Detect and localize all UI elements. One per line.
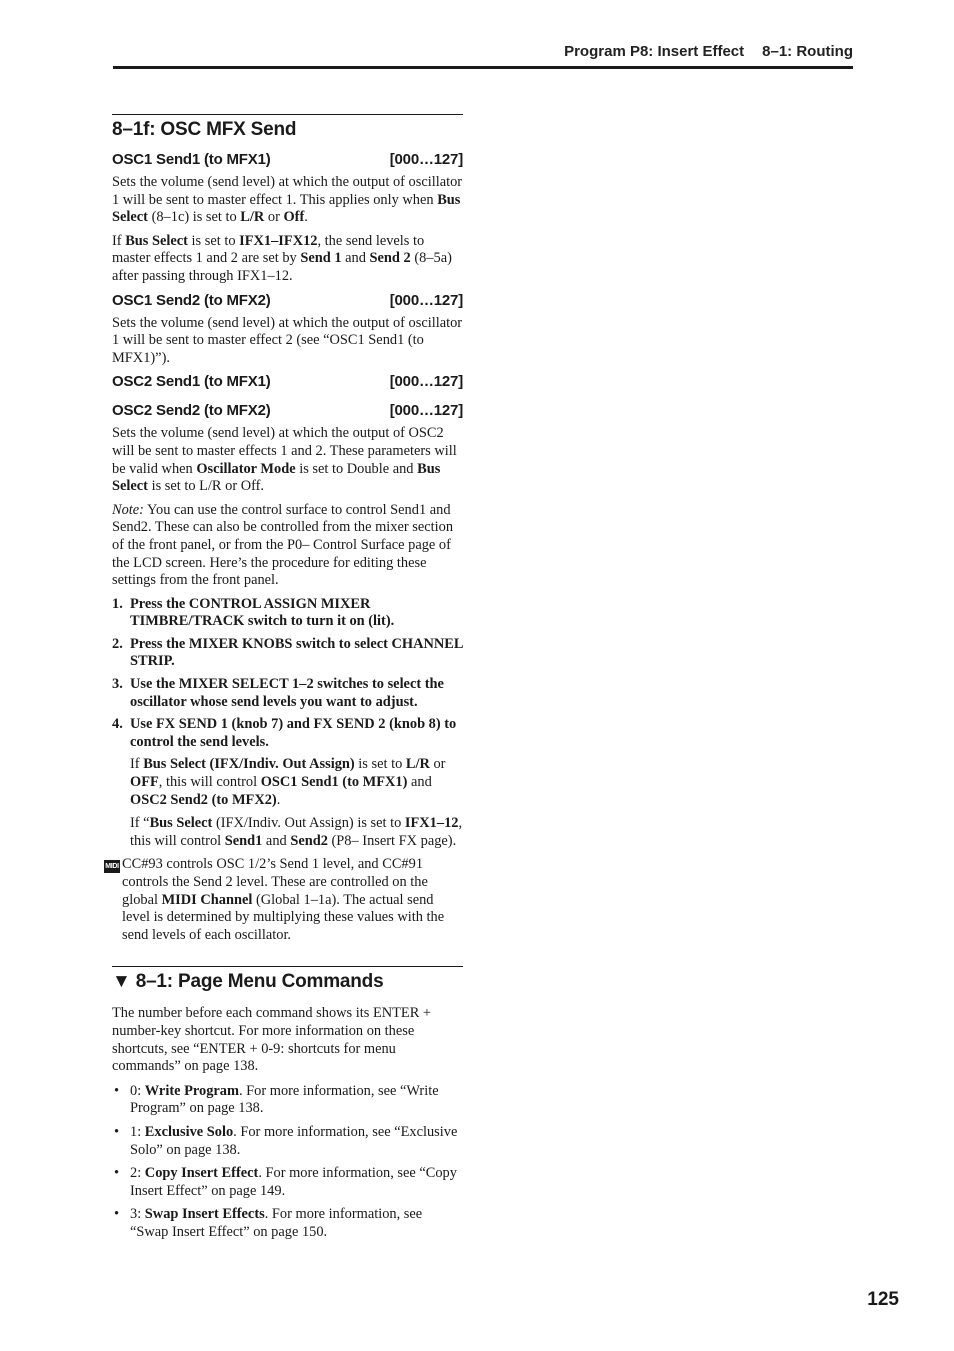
paragraph (112, 425, 463, 495)
command-key: 3: (130, 1206, 145, 1223)
param-name: OSC2 Send1 (to MFX1) (112, 373, 271, 391)
paragraph (112, 174, 463, 227)
paragraph: The number before each command shows its ENTER + number-key shortcut. For more information on these shortcuts, see “ENTER + 0-9: shortcuts for menu commands” on page 138. (112, 1005, 432, 1075)
midi-icon: MIDI (104, 860, 120, 873)
text-bold: OSC1 Send1 (to MFX1) (260, 774, 408, 791)
param-range: [000…127] (389, 291, 463, 309)
step-4 (112, 716, 463, 751)
text-bold: IFX1–12 (404, 815, 459, 832)
step-number: 3. (112, 676, 123, 693)
param-osc1-send1 (112, 151, 463, 168)
param-osc2-send2 (112, 402, 463, 419)
paragraph (130, 756, 463, 809)
text-run: Sets the volume (send level) at which the output of oscillator 1 will be sent to master effect 1. This applies only when (112, 174, 463, 208)
list-item (112, 1206, 463, 1241)
text-run: If (112, 232, 126, 249)
param-name: OSC1 Send1 (to MFX1) (112, 151, 271, 168)
text-bold: OSC2 Send2 (to MFX2) (130, 791, 277, 808)
text-bold: Bus Select (125, 232, 188, 249)
step-number: 2. (112, 635, 123, 652)
command-key: 1: (130, 1123, 145, 1140)
text-run: is set to L/R or Off. (147, 478, 265, 495)
section-heading-osc-mfx-send: 8–1f: OSC MFX Send (112, 119, 297, 140)
bullet-icon: • (114, 1123, 120, 1140)
heading-text: 8–1: Page Menu Commands (135, 971, 384, 993)
header-section: 8–1: Routing (762, 43, 853, 60)
triangle-marker-icon: ▼ (112, 971, 131, 993)
command-rest: . For more information, see “Exclusive Solo” on page 138. (130, 1123, 458, 1158)
text-bold: L/R (240, 209, 265, 226)
page-number: 125 (867, 1289, 899, 1310)
text-run: , the send levels to master effects 1 and 2 are set by (112, 232, 425, 267)
param-osc2-send1 (112, 373, 463, 390)
command-name: Copy Insert Effect (144, 1165, 259, 1182)
text-bold: Off (283, 209, 305, 226)
text-bold: Send 2 (369, 250, 411, 267)
text-bold: Send 1 (300, 250, 342, 267)
note-label: Note: (112, 501, 144, 518)
text-run: If (130, 756, 144, 773)
section-rule (112, 966, 463, 967)
param-range: [000…127] (389, 151, 463, 168)
midi-note (105, 856, 463, 944)
step-1 (112, 596, 463, 631)
text-run: (P8– Insert FX page). (327, 832, 457, 849)
text-run: (IFX/Indiv. Out Assign) is set to (212, 815, 405, 832)
list-item (112, 1124, 463, 1159)
step-number: 1. (112, 595, 123, 612)
param-osc1-send2 (112, 292, 463, 309)
text-bold: Oscillator Mode (196, 460, 296, 477)
text-run: Sets the volume (send level) at which the output of OSC2 will be sent to master effects 1 and 2. These parameters will be valid when (112, 425, 457, 477)
text-run: . (276, 791, 281, 808)
text-bold: L/R (405, 756, 430, 773)
midi-paragraph (122, 856, 463, 944)
text-bold: Bus Select (IFX/Indiv. Out Assign) (143, 756, 355, 773)
step-text: Use the MIXER SELECT 1–2 switches to select the oscillator whose send levels you want to adjust. (130, 676, 444, 710)
text-column (105, 114, 463, 1248)
text-run: (8–1c) is set to (147, 209, 241, 226)
bullet-icon: • (114, 1082, 120, 1099)
command-rest: . For more information, see “Copy Insert Effect” on page 149. (130, 1165, 457, 1199)
text-bold: Bus Select (112, 191, 461, 226)
header-rule (113, 66, 853, 69)
step-text: Press the MIXER KNOBS switch to select CHANNEL STRIP. (130, 635, 463, 670)
step-3 (112, 676, 463, 711)
text-run: or (264, 209, 284, 226)
section-rule (112, 114, 463, 115)
list-item (112, 1083, 463, 1118)
running-header (564, 43, 853, 60)
note-paragraph (112, 502, 463, 590)
text-run: is set to (187, 232, 240, 249)
bullet-icon: • (114, 1206, 120, 1223)
text-bold: Send1 (224, 832, 263, 849)
text-run: . (304, 209, 308, 226)
text-bold: Send2 (290, 832, 328, 849)
text-bold: Bus Select (112, 460, 441, 495)
command-rest: . For more information, see “Write Program” on page 138. (130, 1082, 439, 1117)
text-bold: MIDI Channel (161, 891, 253, 908)
command-name: Exclusive Solo (144, 1123, 234, 1140)
text-run: and (262, 832, 291, 849)
paragraph (112, 233, 463, 286)
command-name: Write Program (144, 1082, 239, 1099)
text-run: and (407, 774, 432, 791)
text-run: is set to (354, 756, 406, 773)
paragraph: Sets the volume (send level) at which the output of oscillator 1 will be sent to master effect 2 (see “OSC1 Send1 (to MFX1)”). (112, 314, 463, 366)
command-name: Swap Insert Effects (144, 1206, 265, 1223)
section-heading-page-menu-commands (112, 971, 463, 993)
text-run: , this will control (130, 815, 463, 849)
step-number: 4. (112, 716, 123, 733)
step-text: Press the CONTROL ASSIGN MIXER TIMBRE/TRACK switch to turn it on (lit). (130, 595, 395, 630)
text-run: If “ (130, 815, 150, 832)
text-run: and (341, 250, 370, 267)
command-key: 0: (130, 1082, 145, 1099)
text-bold: Bus Select (149, 815, 213, 832)
param-name: OSC1 Send2 (to MFX2) (112, 291, 271, 309)
text-run: CC#93 controls OSC 1/2’s Send 1 level, and CC#91 controls the Send 2 level. These are controlled on the global (122, 856, 428, 908)
text-bold: OFF (130, 774, 159, 791)
paragraph (130, 815, 463, 850)
note-text: You can use the control surface to control Send1 and Send2. These can also be controlled from the mixer section of the front panel, or from the P0– Control Surface page of the LCD screen. Here’s the procedure for editing these settings from the front panel. (112, 501, 454, 589)
command-key: 2: (130, 1165, 145, 1182)
text-run: , this will control (158, 774, 261, 791)
param-range: [000…127] (389, 402, 463, 420)
param-name: OSC2 Send2 (to MFX2) (112, 402, 271, 420)
text-run: (Global 1–1a). The actual send level is determined by multiplying these values with the send levels of each oscillator. (122, 891, 445, 943)
text-run: is set to Double and (295, 460, 418, 477)
text-run: (8–5a) after passing through IFX1–12. (112, 250, 452, 284)
step-text: Use FX SEND 1 (knob 7) and FX SEND 2 (knob 8) to control the send levels. (130, 716, 457, 750)
step-2 (112, 636, 463, 671)
list-item (112, 1165, 463, 1200)
command-rest: . For more information, see “Swap Insert Effect” on page 150. (130, 1206, 423, 1240)
text-bold: IFX1–IFX12 (239, 232, 318, 249)
text-run: or (429, 756, 446, 773)
param-range: [000…127] (389, 373, 463, 391)
header-chapter: Program P8: Insert Effect (564, 43, 745, 60)
bullet-icon: • (114, 1165, 120, 1182)
